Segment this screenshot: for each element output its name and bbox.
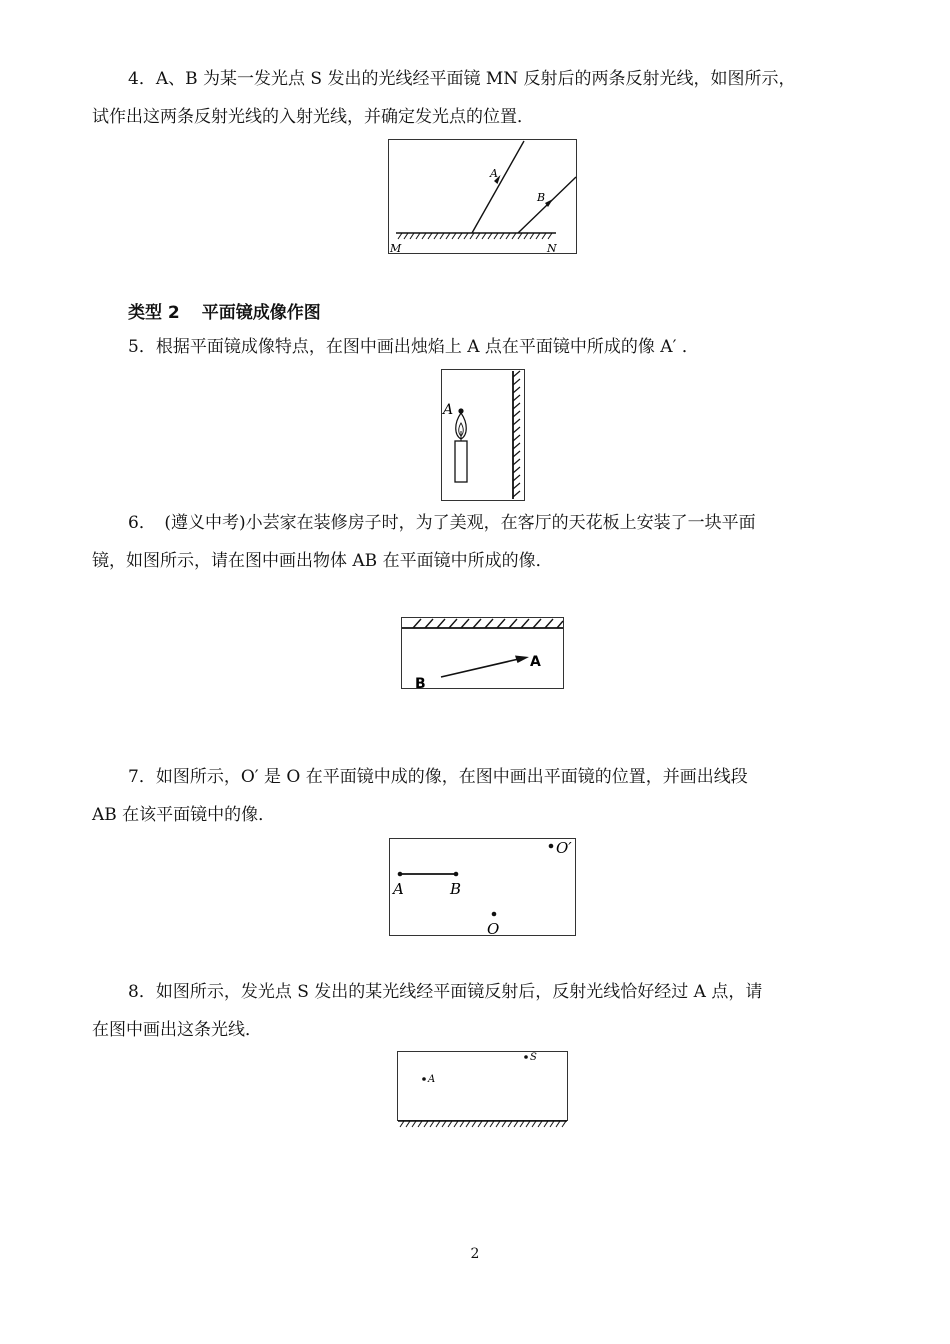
question-8-line-1: 8．如图所示，发光点 S 发出的某光线经平面镜反射后，反射光线恰好经过 A 点，请	[128, 982, 763, 1002]
figure-q8	[397, 1051, 569, 1131]
object-arrow-head	[515, 656, 529, 664]
point-a	[422, 1077, 426, 1081]
mirror-hatching	[400, 1121, 566, 1127]
question-5-text: 5．根据平面镜成像特点，在图中画出烛焰上 A 点在平面镜中所成的像 A′ ．	[128, 337, 699, 357]
label-b: B	[415, 676, 426, 691]
label-m: M	[390, 242, 402, 255]
figure-q7	[389, 838, 577, 937]
label-a: A	[530, 654, 541, 670]
question-5	[92, 328, 852, 366]
label-a: A	[428, 1074, 436, 1085]
figure-q6	[401, 617, 565, 691]
label-a: A	[490, 167, 498, 180]
question-8	[92, 973, 852, 1049]
mirror-hatching	[513, 371, 520, 497]
section-heading	[128, 298, 321, 323]
figure-q5	[441, 369, 525, 502]
question-7	[92, 758, 852, 834]
label-n: N	[547, 242, 557, 255]
candle-body	[455, 441, 467, 482]
mirror-hatching	[413, 619, 563, 628]
point-s	[524, 1055, 528, 1059]
question-6	[92, 504, 852, 580]
point-a	[458, 408, 463, 413]
figure-q4	[388, 139, 578, 255]
point-o-prime	[549, 844, 554, 849]
label-a: A	[443, 402, 454, 418]
question-4	[92, 60, 852, 136]
point-o	[492, 912, 497, 917]
label-b: B	[537, 191, 546, 204]
page-number: 2	[470, 1246, 480, 1262]
mirror-hatching	[398, 233, 552, 239]
section-number: 类型 2	[128, 303, 180, 323]
section-title: 平面镜成像作图	[201, 303, 321, 323]
question-7-line-2: AB 在该平面镜中的像．	[92, 805, 276, 825]
point-b	[454, 872, 459, 877]
label-a: A	[393, 880, 404, 898]
point-a	[398, 872, 403, 877]
label-o: O	[487, 920, 500, 937]
label-b: B	[450, 880, 462, 898]
question-8-line-2: 在图中画出这条光线．	[92, 1020, 262, 1040]
reflected-ray-a	[472, 141, 524, 233]
question-6-line-2: 镜，如图所示，请在图中画出物体 AB 在平面镜中所成的像．	[92, 551, 553, 571]
question-6-line-1: 6． (遵义中考)小芸家在装修房子时，为了美观，在客厅的天花板上安装了一块平面	[128, 513, 756, 533]
question-4-line-1: 4．A、B 为某一发光点 S 发出的光线经平面镜 MN 反射后的两条反射光线，如图所示，	[128, 69, 796, 89]
label-s: S	[530, 1052, 537, 1063]
object-ab	[441, 658, 523, 677]
label-o-prime: O′	[556, 839, 572, 857]
question-4-line-2: 试作出这两条反射光线的入射光线，并确定发光点的位置．	[92, 107, 534, 127]
question-7-line-1: 7．如图所示，O′ 是 O 在平面镜中成的像，在图中画出平面镜的位置，并画出线段	[128, 767, 748, 787]
